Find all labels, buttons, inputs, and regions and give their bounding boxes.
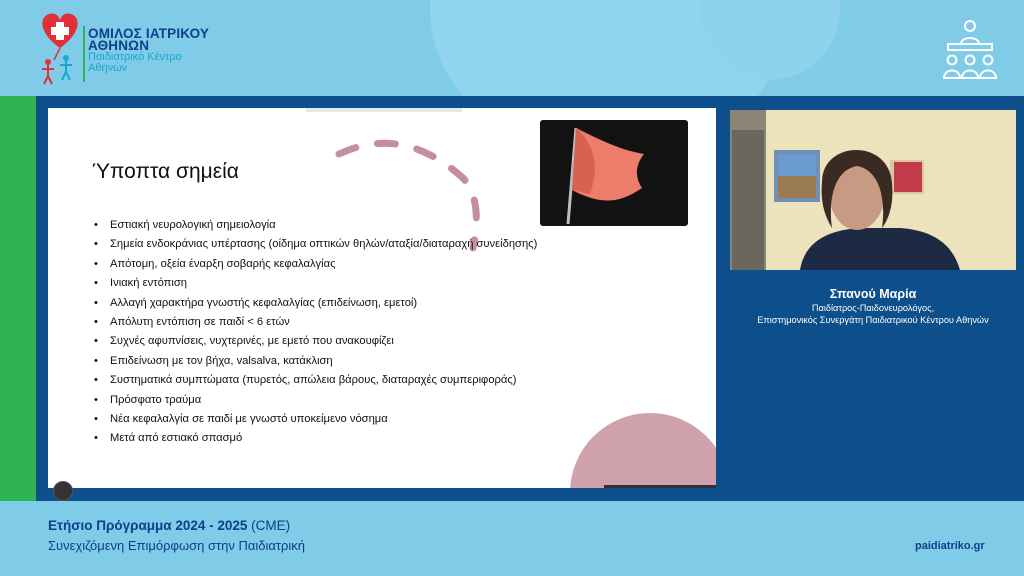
list-item: • Απόλυτη εντόπιση σε παιδί < 6 ετών (94, 313, 537, 332)
list-item: • Μετά από εστιακό σπασμό (94, 429, 537, 448)
program-subtitle: Συνεχιζόμενη Επιμόρφωση στην Παιδιατρική (48, 538, 306, 553)
bullet-list (94, 216, 537, 449)
speaker-affiliation: Επιστημονικός Συνεργάτη Παιδιατρικού Κέντρου Αθηνών (757, 315, 989, 325)
list-item: • Νέα κεφαλαλγία σε παιδί με γνωστό υποκείμενο νόσημα (94, 410, 537, 429)
website-link[interactable]: paidiatriko.gr (915, 540, 985, 552)
program-title-text: Ετήσιο Πρόγραμμα 2024 - 2025 (48, 518, 248, 533)
center-name: Παιδιατρικό Κέντρο Αθηνών (88, 51, 182, 74)
speaker-name: Σπανού Μαρία (829, 287, 917, 301)
list-item: • Συστηματικά συμπτώματα (πυρετός, απώλεια βάρους, διαταραχές συμπεριφοράς) (94, 371, 537, 390)
decorative-circle (570, 413, 716, 488)
list-item: • Πρόσφατο τραύμα (94, 391, 537, 410)
list-item: • Εστιακή νευρολογική σημειολογία (94, 216, 537, 235)
conference-icon (940, 18, 1000, 84)
slide-top-bar (306, 108, 462, 112)
logo (34, 8, 234, 88)
slide-title: Ύποπτα σημεία (92, 160, 239, 183)
list-item: • Αλλαγή χαρακτήρα γνωστής κεφαλαλγίας (επιδείνωση, εμετοί) (94, 294, 537, 313)
logo-divider (83, 26, 85, 82)
list-item: • Απότομη, οξεία έναρξη σοβαρής κεφαλαλγίας (94, 255, 537, 274)
slide-bottom-bar (604, 485, 716, 488)
list-item: • Επιδείνωση με τον βήχα, valsalva, κατάκλιση (94, 352, 537, 371)
list-item: • Σημεία ενδοκράνιας υπέρτασης (οίδημα οπτικών θηλών/αταξία/διαταραχή συνείδησης) (94, 235, 537, 254)
program-badge: (CME) (251, 518, 291, 533)
org-name: ΟΜΙΛΟΣ ΙΑΤΡΙΚΟΥ ΑΘΗΝΩΝ (88, 26, 210, 53)
list-item: • Συχνές αφυπνίσεις, νυχτερινές, με εμετό που ανακουφίζει (94, 332, 537, 351)
list-item: • Ινιακή εντόπιση (94, 274, 537, 293)
presentation-slide (48, 108, 716, 488)
speaker-role: Παιδίατρος-Παιδονευρολόγος, (811, 303, 935, 313)
program-title (48, 518, 290, 533)
accent-strip (0, 96, 36, 501)
speaker-video-frame (730, 110, 1016, 270)
speaker-video (730, 110, 1016, 270)
red-flag-icon (540, 120, 688, 226)
player-control-button[interactable] (53, 481, 73, 501)
heart-cross-logo-icon (34, 8, 86, 88)
red-flag-image (540, 120, 688, 226)
